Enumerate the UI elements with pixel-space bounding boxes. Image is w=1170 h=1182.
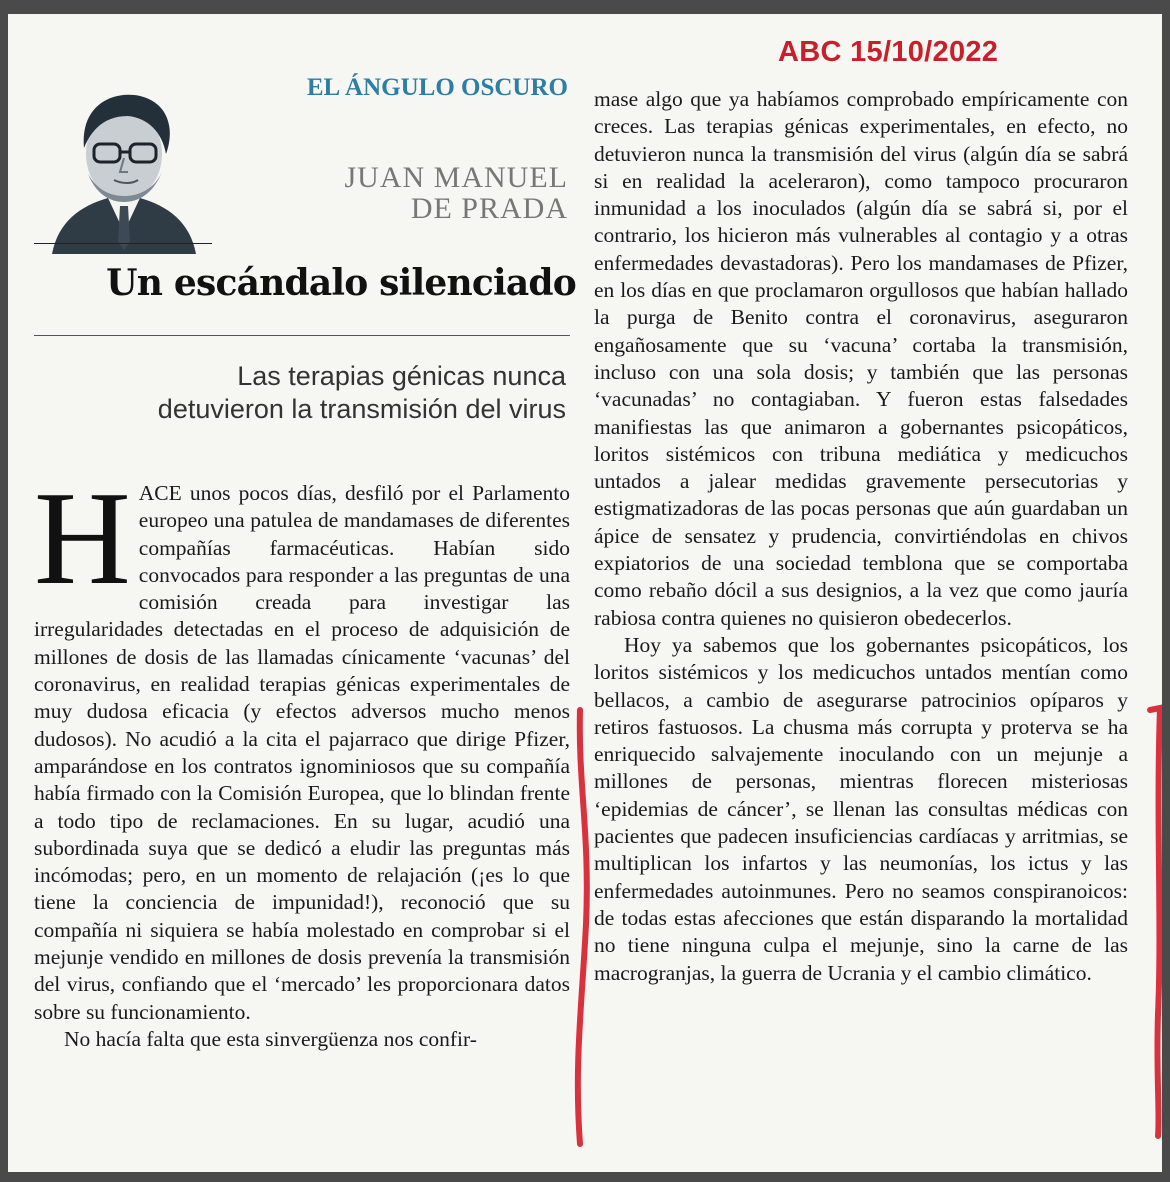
paragraph-1: ACE unos pocos días, desfiló por el Parlamento europeo una patulea de mandamases de diferentes compañías farmacéuticas. Habían sido convocados para responder a las preguntas de una comisión creada para investigar las irregularidades detectadas en el proceso de adquisición de millones de dosis de las llamadas cínicamente ‘vacunas’ del coronavirus, en realidad terapias génicas experimentales de muy dudosa eficacia (y efectos adversos mucho menos dudosos). No acudió a la cita el pajarraco que dirige Pfizer, amparándose en los contratos ignominiosos que su compañía había firmado con la Comisión Europea, que lo blindan frente a todo tipo de reclamaciones. En su lugar, acudió una subordinada suya que se dedicó a eludir las preguntas más incómodas; pero, en un momento de relajación (¡es lo que tiene la conciencia de impunidad!), reconoció que su compañía ni siquiera se había molestado en comprobar si el mejunje vendido en millones de dosis prevenía la transmisión del virus, confiando que el ‘mercado’ les proporcionara datos sobre su funcionamiento. xyxy=(34,481,570,1024)
source-date-stamp: ABC 15/10/2022 xyxy=(778,36,999,68)
paragraph-2-start: No hacía falta que esta sinvergüenza nos confir- xyxy=(64,1026,477,1051)
divider-long xyxy=(34,335,570,336)
paragraph-3-highlighted: Hoy ya sabemos que los gobernantes psicopáticos, los loritos sistémicos y los medicuchos untados mentían como bellacos, a cambio de asegurarse patrocinios opíparos y retiros fastuosos. La chusma más corrupta y proterva se ha enriquecido salvajemente inoculando con un mejunje a millones de personas, mientras florecen misteriosas ‘epidemias de cáncer’, se llenan las consultas médicas con pacientes que padecen insuficiencias cardíacas y arritmias, se multiplican los infartos y las neumonías, los ictus y las enfermedades autoinmunes. Pero no seamos conspiranoicos: de todas estas afecciones que están disparando la mortalidad no tiene ninguna culpa el mejunje, sino la carne de las macrogranjas, la guerra de Ucrania y el cambio climático. xyxy=(594,632,1128,985)
red-highlight-marker-left xyxy=(568,704,598,1154)
divider-short xyxy=(34,243,212,244)
subheadline xyxy=(48,360,566,426)
author-portrait-illustration xyxy=(44,82,204,254)
right-column xyxy=(594,86,1128,987)
section-label: EL ÁNGULO OSCURO xyxy=(306,74,568,101)
author-last-name: DE PRADA xyxy=(410,192,568,225)
author-byline xyxy=(308,162,568,224)
headline: Un escándalo silenciado xyxy=(106,262,576,304)
subheadline-line-1: Las terapias génicas nunca xyxy=(237,361,566,391)
left-column xyxy=(34,464,570,1053)
drop-cap: H xyxy=(34,464,131,612)
red-highlight-marker-right xyxy=(1146,704,1162,1144)
author-first-name: JUAN MANUEL xyxy=(344,161,568,194)
newspaper-clipping xyxy=(8,14,1162,1172)
paragraph-2-continued: mase algo que ya habíamos comprobado empíricamente con creces. Las terapias génicas experimentales, en efecto, no detuvieron nunca la transmisión del virus (algún día se sabrá si en realidad la aceleraron), como tampoco procuraron inmunidad a los inoculados (algún día se sabrá si, por el contrario, los hicieron más vulnerables al contagio y a otras enfermedades devastadoras). Pero los mandamases de Pfizer, en los días en que proclamaron orgullosos que habían hallado la purga de Benito contra el coronavirus, aseguraron engañosamente que su ‘vacuna’ cortaba la transmisión, incluso con una sola dosis; y también que las personas ‘vacunadas’ no contagiaban. Y fueron estas falsedades manifiestas las que animaron a gobernantes psicopáticos, loritos sistémicos con tribuna mediática y medicuchos untados a jalear medidas gravemente persecutorias y estigmatizadoras de las pocas personas que aún guardaban un ápice de sensatez y prudencia, convirtiéndolas en chivos expiatorios de una sociedad temblona que se comportaba como rebaño dócil a sus designios, a la vez que como jauría rabiosa contra quienes no quisieron obedecerlos. xyxy=(594,87,1128,630)
subheadline-line-2: detuvieron la transmisión del virus xyxy=(157,394,566,424)
